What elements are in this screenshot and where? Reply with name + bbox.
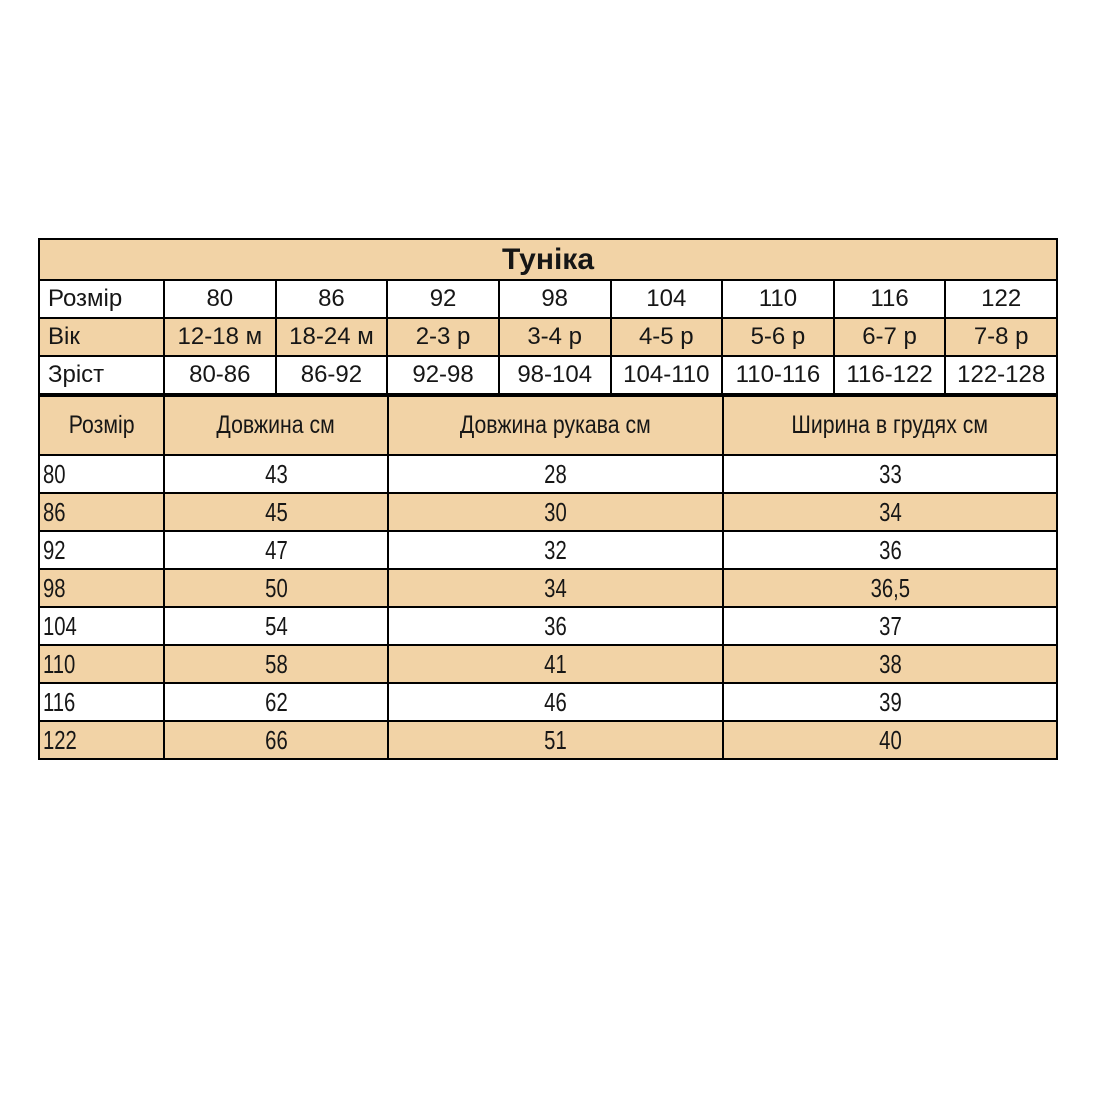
cell-value: 34: [878, 496, 902, 527]
size-cell: [39, 531, 164, 569]
length-cell: [164, 531, 388, 569]
chest-cell: [723, 493, 1057, 531]
cell-value: 51: [544, 724, 567, 755]
size-cell: 80: [164, 280, 276, 318]
length-cell: [164, 455, 388, 493]
chest-cell: [723, 607, 1057, 645]
cell-value: 28: [544, 458, 567, 489]
length-cell: [164, 683, 388, 721]
cell-value: 86: [43, 496, 66, 527]
sleeve-cell: [388, 493, 723, 531]
chest-cell: [723, 455, 1057, 493]
table-row: [39, 683, 1057, 721]
chest-cell: [723, 721, 1057, 759]
column-header-length: [164, 396, 388, 455]
cell-value: 46: [544, 686, 567, 717]
age-row-label: Вік: [39, 318, 164, 356]
cell-value: 92: [43, 534, 66, 565]
age-row: [39, 318, 1057, 356]
cell-value: 50: [264, 572, 288, 603]
cell-value: 36,5: [870, 572, 910, 603]
cell-value: 43: [264, 458, 288, 489]
cell-value: 58: [264, 648, 288, 679]
age-cell: 4-5 р: [611, 318, 723, 356]
chest-cell: [723, 569, 1057, 607]
cell-value: 38: [878, 648, 902, 679]
chest-cell: [723, 645, 1057, 683]
column-header-label: Довжина см: [216, 411, 336, 439]
chest-cell: [723, 683, 1057, 721]
size-cell: 110: [722, 280, 834, 318]
sleeve-cell: [388, 455, 723, 493]
cell-value: 116: [43, 686, 76, 717]
table-row: [39, 531, 1057, 569]
table-row: [39, 721, 1057, 759]
age-cell: 5-6 р: [722, 318, 834, 356]
height-cell: 110-116: [722, 356, 834, 394]
sleeve-cell: [388, 683, 723, 721]
age-cell: 6-7 р: [834, 318, 946, 356]
length-cell: [164, 645, 388, 683]
size-cell: [39, 721, 164, 759]
age-cell: 18-24 м: [276, 318, 388, 356]
cell-value: 30: [544, 496, 567, 527]
cell-value: 45: [264, 496, 288, 527]
age-cell: 3-4 р: [499, 318, 611, 356]
cell-value: 34: [544, 572, 567, 603]
cell-value: 40: [878, 724, 902, 755]
sleeve-cell: [388, 607, 723, 645]
size-row-label: Розмір: [39, 280, 164, 318]
size-cell: [39, 645, 164, 683]
size-cell: [39, 607, 164, 645]
cell-value: 36: [544, 610, 567, 641]
sleeve-cell: [388, 569, 723, 607]
size-row: [39, 280, 1057, 318]
size-cell: 104: [611, 280, 723, 318]
size-cell: 86: [276, 280, 388, 318]
measurements-table: [38, 395, 1058, 760]
length-cell: [164, 569, 388, 607]
sleeve-cell: [388, 721, 723, 759]
column-header-label: Довжина рукава см: [460, 411, 651, 439]
table-row: [39, 455, 1057, 493]
column-header-label: Розмір: [68, 411, 135, 439]
cell-value: 110: [43, 648, 76, 679]
cell-value: 98: [43, 572, 66, 603]
size-cell: [39, 683, 164, 721]
size-cell: 116: [834, 280, 946, 318]
column-header-chest: [723, 396, 1057, 455]
size-age-height-table: [38, 238, 1058, 395]
size-cell: [39, 493, 164, 531]
cell-value: 39: [878, 686, 902, 717]
length-cell: [164, 721, 388, 759]
cell-value: 104: [43, 610, 77, 641]
cell-value: 80: [43, 458, 66, 489]
size-cell: 122: [945, 280, 1057, 318]
age-cell: 7-8 р: [945, 318, 1057, 356]
size-chart: [38, 238, 1058, 760]
cell-value: 37: [878, 610, 902, 641]
age-cell: 2-3 р: [387, 318, 499, 356]
cell-value: 33: [878, 458, 902, 489]
cell-value: 66: [264, 724, 288, 755]
chart-title: Туніка: [39, 239, 1057, 280]
height-cell: 104-110: [611, 356, 723, 394]
height-row: [39, 356, 1057, 394]
height-cell: 98-104: [499, 356, 611, 394]
measurements-header-row: [39, 396, 1057, 455]
cell-value: 122: [43, 724, 77, 755]
length-cell: [164, 607, 388, 645]
age-cell: 12-18 м: [164, 318, 276, 356]
table-row: [39, 569, 1057, 607]
cell-value: 41: [544, 648, 567, 679]
height-cell: 86-92: [276, 356, 388, 394]
size-cell: [39, 569, 164, 607]
height-cell: 80-86: [164, 356, 276, 394]
table-row: [39, 607, 1057, 645]
table-row: [39, 493, 1057, 531]
title-row: [39, 239, 1057, 280]
column-header-label: Ширина в грудях см: [791, 411, 989, 439]
chest-cell: [723, 531, 1057, 569]
height-row-label: Зріст: [39, 356, 164, 394]
sleeve-cell: [388, 645, 723, 683]
column-header-size: [39, 396, 164, 455]
cell-value: 32: [544, 534, 567, 565]
size-cell: [39, 455, 164, 493]
column-header-sleeve: [388, 396, 723, 455]
cell-value: 54: [264, 610, 288, 641]
cell-value: 47: [264, 534, 288, 565]
height-cell: 92-98: [387, 356, 499, 394]
length-cell: [164, 493, 388, 531]
sleeve-cell: [388, 531, 723, 569]
cell-value: 36: [878, 534, 902, 565]
size-cell: 98: [499, 280, 611, 318]
size-cell: 92: [387, 280, 499, 318]
table-row: [39, 645, 1057, 683]
height-cell: 122-128: [945, 356, 1057, 394]
height-cell: 116-122: [834, 356, 946, 394]
cell-value: 62: [264, 686, 288, 717]
